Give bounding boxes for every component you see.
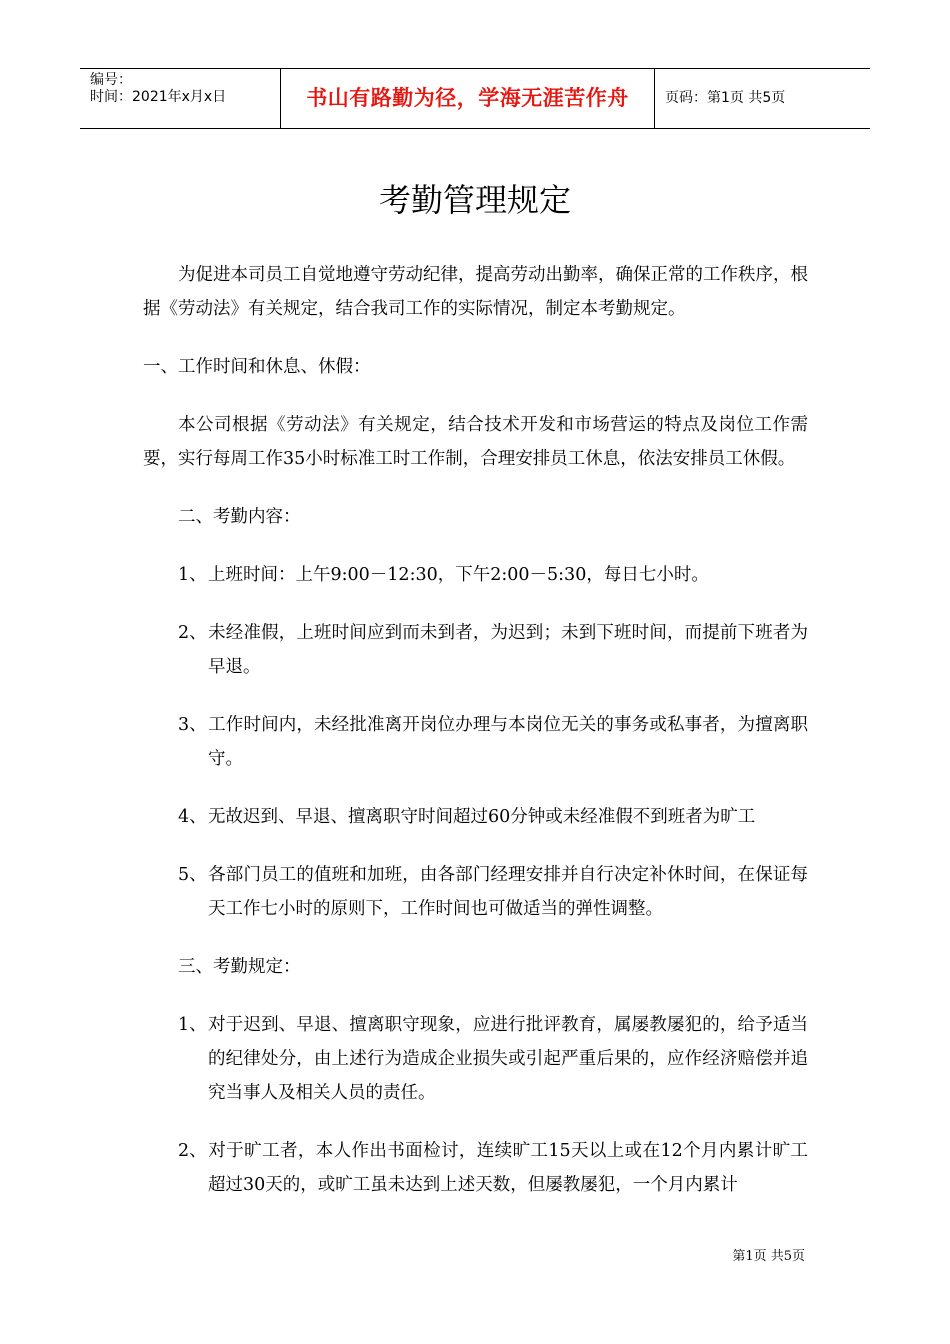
item-text: 未经准假，上班时间应到而未到者，为迟到；未到下班时间，而提前下班者为早退。 (208, 623, 808, 677)
list-item (143, 1008, 808, 1110)
document-title: 考勤管理规定 (378, 181, 571, 219)
header-meta (80, 69, 281, 128)
list-item (143, 616, 808, 684)
list-item (143, 800, 808, 834)
document-body (143, 258, 808, 1226)
page-footer: 第1页 共5页 (732, 1249, 805, 1264)
item-text: 上班时间：上午9:00－12:30，下午2:00－5:30，每日七小时。 (208, 565, 709, 585)
section-heading-1: 一、工作时间和休息、休假： (143, 357, 371, 377)
item-text: 对于迟到、早退、擅离职守现象，应进行批评教育，属屡教屡犯的，给予适当的纪律处分，由上述行为造成企业损失或引起严重后果的，应作经济赔偿并追究当事人及相关人员的责任。 (208, 1015, 808, 1103)
item-number: 1、 (178, 565, 207, 585)
item-number: 2、 (178, 1141, 207, 1161)
item-number: 5、 (178, 865, 207, 885)
list-item (143, 558, 808, 592)
section-heading-2: 二、考勤内容： (178, 507, 301, 527)
section-1-paragraph: 本公司根据《劳动法》有关规定，结合技术开发和市场营运的特点及岗位工作需要，实行每周工作35小时标准工时工作制，合理安排员工休息，依法安排员工休假。 (143, 415, 808, 469)
item-text: 无故迟到、早退、擅离职守时间超过60分钟或未经准假不到班者为旷工 (208, 807, 756, 827)
item-number: 2、 (178, 623, 207, 643)
list-item (143, 708, 808, 776)
section-heading-3: 三、考勤规定： (178, 957, 301, 977)
header-page-label: 页码：第1页 共5页 (665, 90, 786, 106)
item-text: 工作时间内，未经批准离开岗位办理与本岗位无关的事务或私事者，为擅离职守。 (208, 715, 808, 769)
list-item (143, 1134, 808, 1202)
list-item (143, 858, 808, 926)
item-text: 对于旷工者，本人作出书面检讨，连续旷工15天以上或在12个月内累计旷工超过30天的，或旷工虽未达到上述天数，但屡教屡犯，一个月内累计 (208, 1141, 808, 1195)
number-label: 编号： (90, 72, 132, 88)
page-header (80, 68, 870, 129)
item-number: 4、 (178, 807, 207, 827)
intro-paragraph: 为促进本司员工自觉地遵守劳动纪律，提高劳动出勤率，确保正常的工作秩序，根据《劳动法》有关规定，结合我司工作的实际情况，制定本考勤规定。 (143, 265, 808, 319)
item-number: 3、 (178, 715, 207, 735)
header-motto: 书山有路勤为径，学海无涯苦作舟 (281, 69, 655, 128)
time-label: 时间：2021年x月x日 (90, 89, 227, 105)
item-number: 1、 (178, 1015, 207, 1035)
item-text: 各部门员工的值班和加班，由各部门经理安排并自行决定补休时间，在保证每天工作七小时的原则下，工作时间也可做适当的弹性调整。 (208, 865, 808, 919)
